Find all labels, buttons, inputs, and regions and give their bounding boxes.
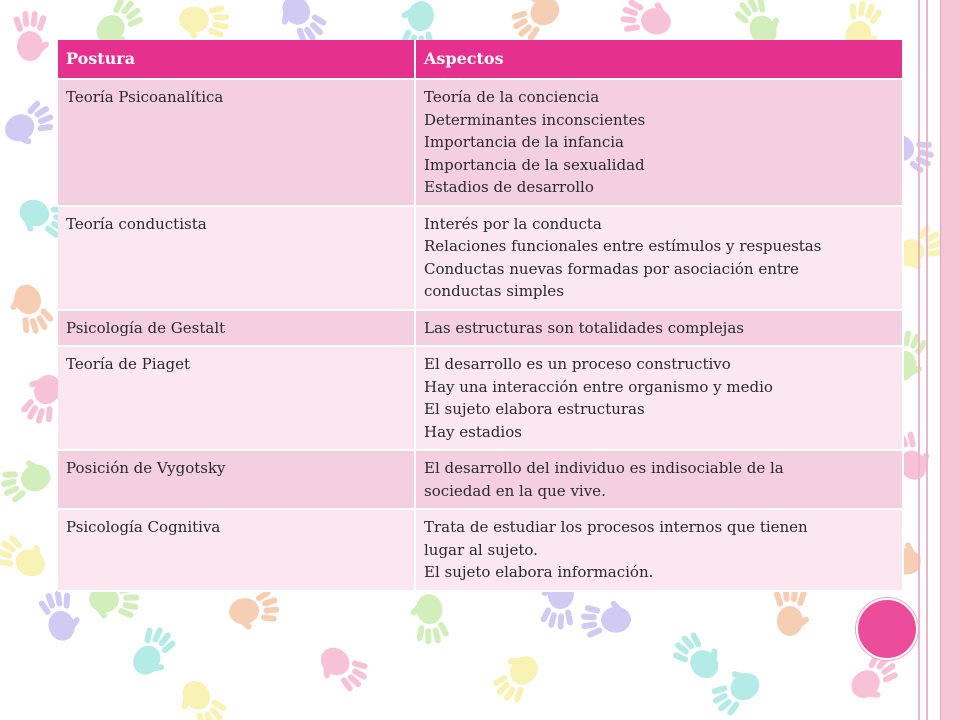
decorative-border-bar [940,0,960,720]
handprint-icon [0,96,60,152]
handprint-icon [667,625,729,687]
decorative-circle [856,598,918,660]
column-header-aspectos: Aspectos [415,40,903,79]
aspecto-line: Hay estadios [424,422,522,441]
aspecto-line: sociedad en la que vive. [424,481,606,500]
handprint-icon [3,279,57,340]
aspecto-line: El sujeto elabora estructuras [424,400,645,418]
aspectos-cell [415,450,903,509]
aspecto-line: El desarrollo es un proceso constructivo [424,355,731,373]
postura-cell: Psicología Cognitiva [58,509,415,591]
handprint-icon [486,646,547,709]
handprint-icon [772,585,810,636]
aspecto-line: Trata de estudiar los procesos internos que tienen [424,518,808,536]
postura-cell: Teoría conductista [58,206,415,310]
aspectos-cell [415,206,903,310]
handprint-icon [13,11,51,61]
aspectos-cell [415,346,903,450]
handprint-icon [311,639,374,699]
aspecto-line: El desarrollo del individuo es indisociable de la [424,459,784,477]
aspectos-cell [415,310,903,347]
aspecto-line: conductas simples [424,282,564,300]
aspecto-line: Relaciones funcionales entre estímulos y respuestas [424,237,822,255]
handprint-icon [0,454,55,506]
table-row [58,450,903,509]
aspecto-line: Hay una interacción entre organismo y medio [424,377,773,396]
aspecto-line: El sujeto elabora información. [424,563,654,581]
aspecto-line: Teoría de la conciencia [424,88,600,106]
table-header-row [58,40,903,79]
postura-cell: Teoría de Piaget [58,346,415,450]
handprint-icon [618,0,675,41]
postura-cell: Posición de Vygotsky [58,450,415,509]
aspecto-line: Interés por la conducta [424,214,602,233]
decorative-stripe [918,0,920,720]
handprint-icon [178,1,231,42]
aspecto-line: lugar al sujeto. [424,540,538,559]
handprint-icon [171,673,232,720]
handprint-icon [36,586,85,644]
handprint-icon [124,621,182,684]
aspecto-line: Las estructuras son totalidades complejas [424,318,744,337]
posturas-table [58,40,904,592]
table-row [58,509,903,591]
aspectos-cell [415,79,903,206]
aspectos-cell [415,509,903,591]
handprint-icon [580,599,632,639]
aspecto-line: Importancia de la infancia [424,133,625,151]
table-row [58,79,903,206]
table-row [58,206,903,310]
column-header-postura: Postura [58,40,415,79]
postura-cell: Psicología de Gestalt [58,310,415,347]
table-row [58,310,903,347]
handprint-icon [226,587,282,633]
decorative-stripe [926,0,928,720]
handprint-icon [0,528,53,585]
aspecto-line: Estadios de desarrollo [424,178,594,196]
postura-cell: Teoría Psicoanalítica [58,79,415,206]
aspecto-line: Conductas nuevas formadas por asociación entre [424,259,799,278]
table-row [58,346,903,450]
aspecto-line: Importancia de la sexualidad [424,155,645,174]
aspecto-line: Determinantes inconscientes [424,110,646,129]
handprint-icon [407,592,450,646]
